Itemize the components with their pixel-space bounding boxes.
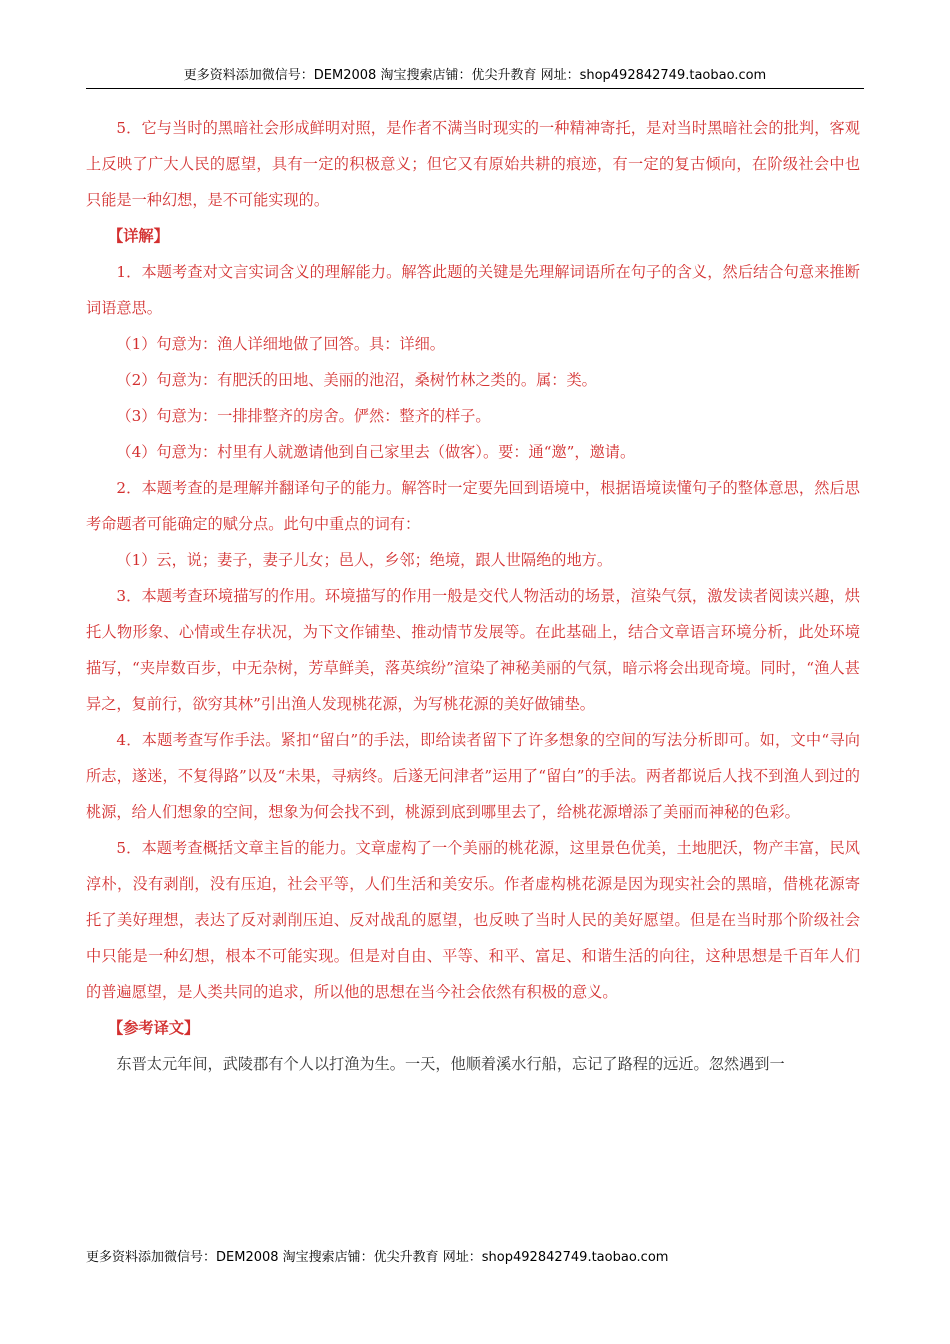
explanation-item-1: （1）句意为：渔人详细地做了回答。具：详细。 — [116, 335, 445, 353]
explanation-paragraph-3: 3．本题考查环境描写的作用。环境描写的作用一般是交代人物活动的场景，渲染气氛，激发读者阅读兴趣，烘托人物形象、心情或生存状况，为下文作铺垫、推动情节发展等。在此基础上，结合文章语言环境分析，此处环境描写，“夹岸数百步，中无杂树，芳草鲜美，落英缤纷”渲染了神秘美丽的气氛，暗示将会出现奇境。同时，“渔人甚异之，复前行，欲穷其林”引出渔人发现桃花源，为写桃花源的美好做铺垫。 — [86, 587, 860, 713]
explanation-paragraph-2: 2．本题考查的是理解并翻译句子的能力。解答时一定要先回到语境中，根据语境读懂句子的整体意思，然后思考命题者可能确定的赋分点。此句中重点的词有： — [86, 479, 860, 533]
answer-paragraph-5: 5．它与当时的黑暗社会形成鲜明对照，是作者不满当时现实的一种精神寄托，是对当时黑暗社会的批判，客观上反映了广大人民的愿望，具有一定的积极意义；但它又有原始共耕的痕迹，有一定的复古倾向，在阶级社会中也只能是一种幻想，是不可能实现的。 — [86, 119, 860, 209]
section-heading-translation: 【参考译文】 — [108, 1019, 200, 1037]
page-header: 更多资料添加微信号：DEM2008 淘宝搜索店铺：优尖升教育 网址：shop492842749.taobao.com — [86, 66, 864, 89]
explanation-paragraph-4: 4．本题考查写作手法。紧扣“留白”的手法，即给读者留下了许多想象的空间的写法分析即可。如，文中“寻向所志，遂迷，不复得路”以及“未果，寻病终。后遂无问津者”运用了“留白”的手法。两者都说后人找不到渔人到过的桃源，给人们想象的空间，想象为何会找不到，桃源到底到哪里去了，给桃花源增添了美丽而神秘的色彩。 — [86, 731, 860, 821]
explanation-item-3: （3）句意为：一排排整齐的房舍。俨然：整齐的样子。 — [116, 407, 491, 425]
document-body — [86, 110, 860, 1082]
explanation-item-2: （2）句意为：有肥沃的田地、美丽的池沼，桑树竹林之类的。属：类。 — [116, 371, 597, 389]
page-footer: 更多资料添加微信号：DEM2008 淘宝搜索店铺：优尖升教育 网址：shop492842749.taobao.com — [86, 1250, 669, 1265]
translation-paragraph: 东晋太元年间，武陵郡有个人以打渔为生。一天，他顺着溪水行船，忘记了路程的远近。忽然遇到一 — [116, 1055, 785, 1073]
explanation-item-4: （4）句意为：村里有人就邀请他到自己家里去（做客）。要：通“邀”，邀请。 — [116, 443, 636, 461]
explanation-paragraph-5: 5．本题考查概括文章主旨的能力。文章虚构了一个美丽的桃花源，这里景色优美，土地肥沃，物产丰富，民风淳朴，没有剥削，没有压迫，社会平等，人们生活和美安乐。作者虚构桃花源是因为现实社会的黑暗，借桃花源寄托了美好理想，表达了反对剥削压迫、反对战乱的愿望，也反映了当时人民的美好愿望。但是在当时那个阶级社会中只能是一种幻想，根本不可能实现。但是对自由、平等、和平、富足、和谐生活的向往，这种思想是千百年人们的普遍愿望，是人类共同的追求，所以他的思想在当今社会依然有积极的意义。 — [86, 839, 860, 1001]
explanation-item-2-1: （1）云，说；妻子，妻子儿女；邑人，乡邻；绝境，跟人世隔绝的地方。 — [116, 551, 613, 569]
explanation-paragraph-1: 1．本题考查对文言实词含义的理解能力。解答此题的关键是先理解词语所在句子的含义，然后结合句意来推断词语意思。 — [86, 263, 860, 317]
section-heading-explanation: 【详解】 — [108, 227, 169, 245]
